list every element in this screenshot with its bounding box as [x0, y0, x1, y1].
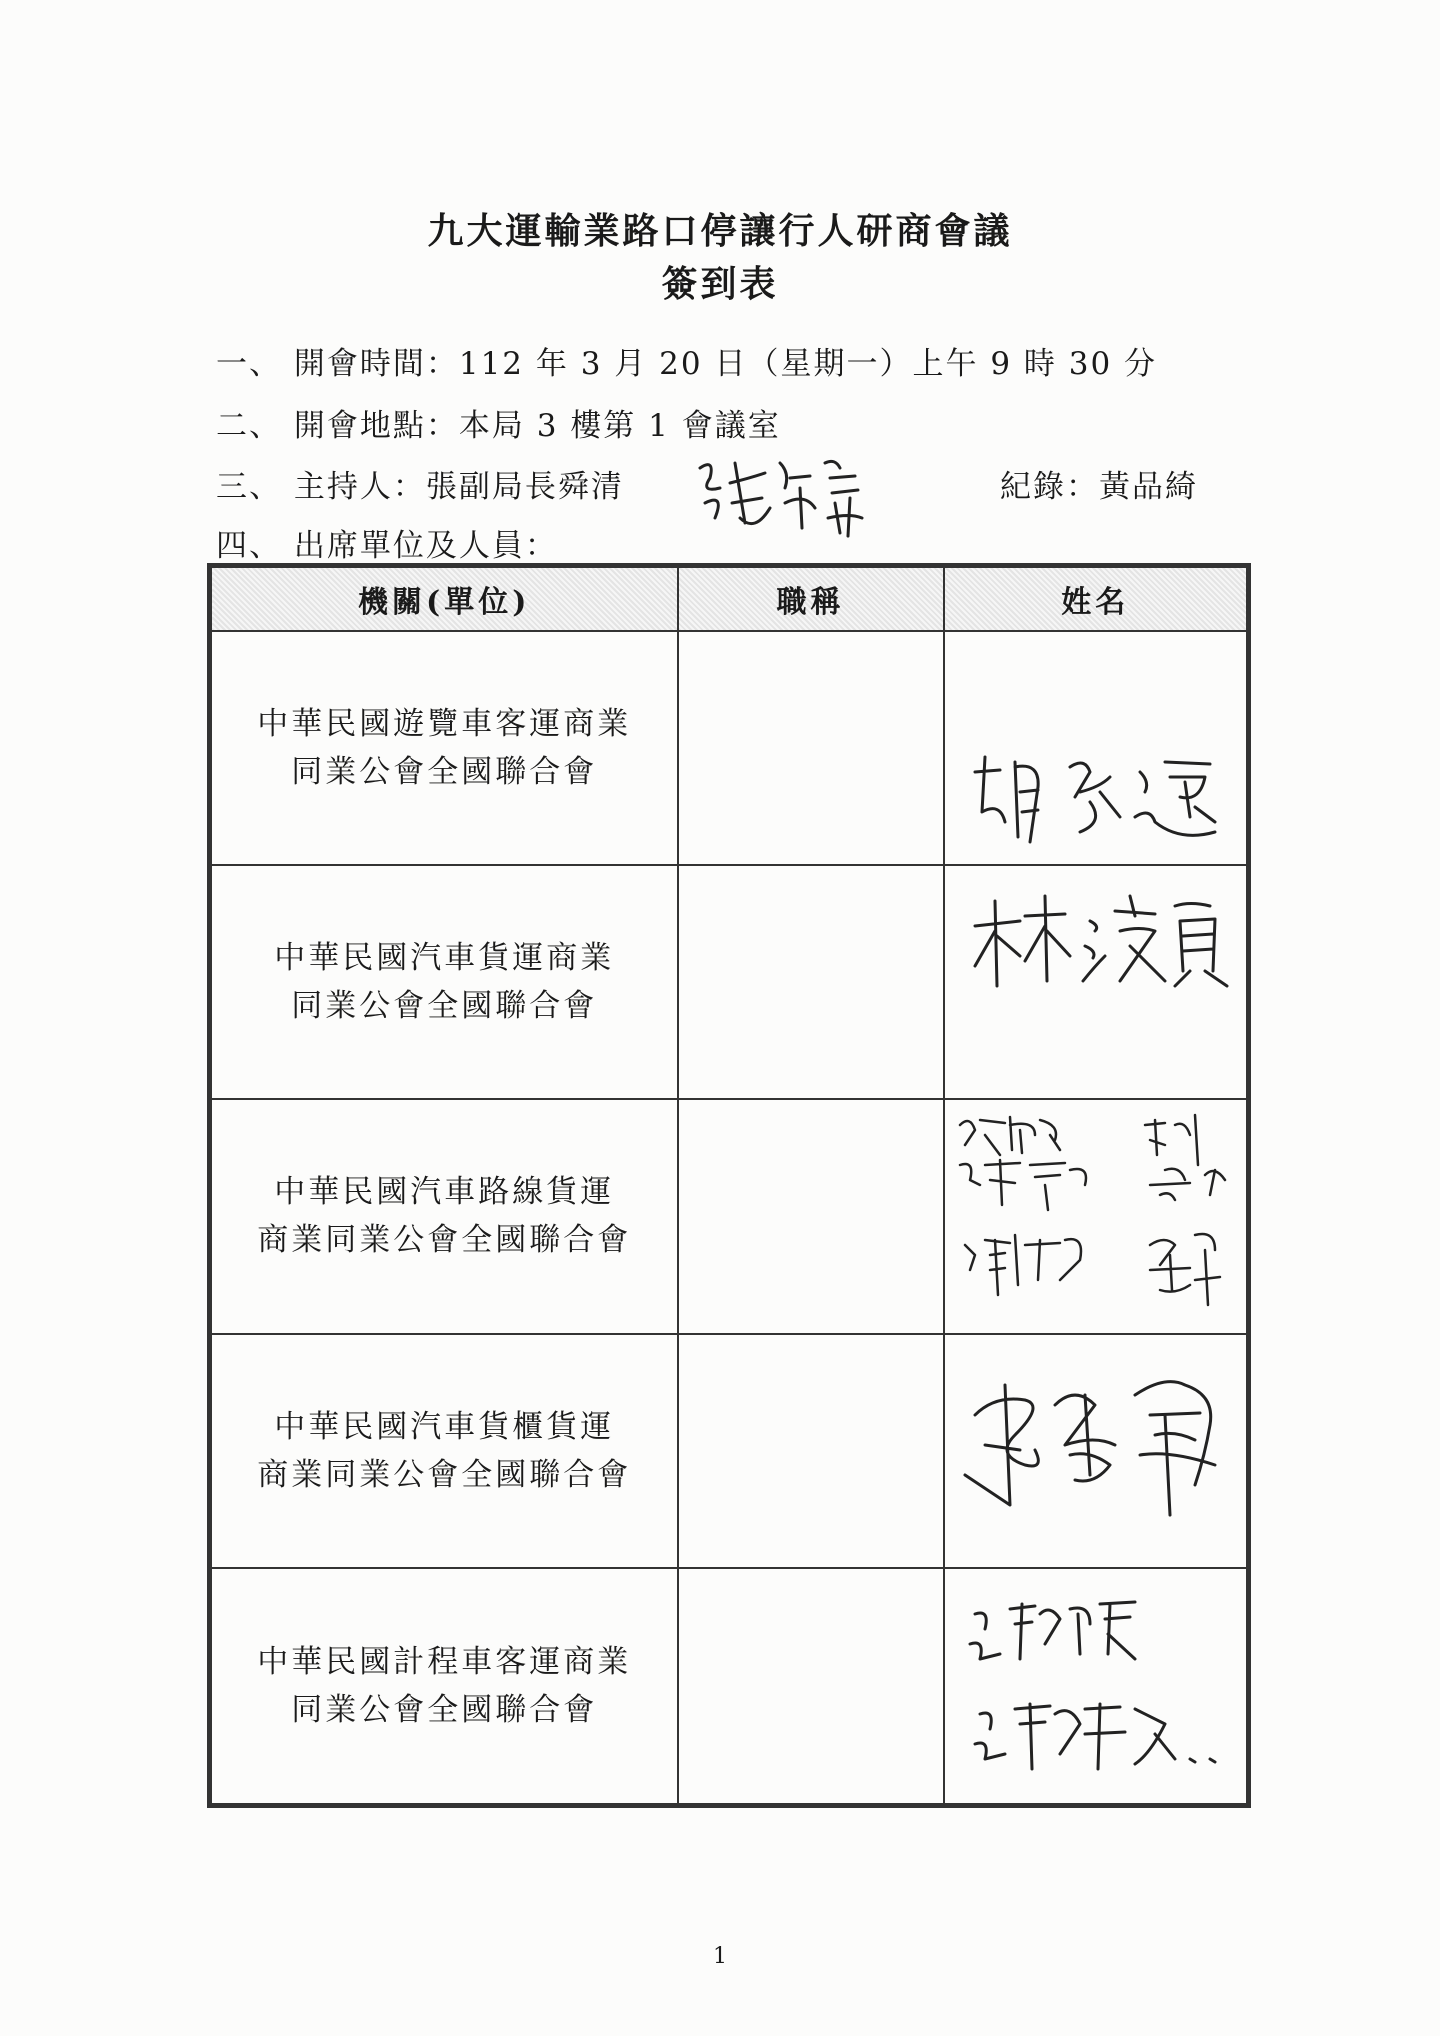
- meeting-host: 三、 主持人：張副局長舜清: [216, 469, 624, 505]
- name-cell: [944, 1568, 1249, 1806]
- organization-cell: [210, 1099, 678, 1333]
- header-organization: 機關(單位): [210, 566, 678, 632]
- organization-cell: [210, 1568, 678, 1806]
- organization-line: 中華民國汽車路線貨運: [274, 1174, 615, 1211]
- organization-line: 中華民國遊覽車客運商業: [257, 706, 632, 743]
- header-name: 姓名: [944, 566, 1249, 632]
- job-title-cell: [678, 631, 944, 865]
- organization-line: 同業公會全國聯合會: [291, 1691, 598, 1728]
- job-title-cell: [678, 1334, 944, 1568]
- attendance-table: [207, 563, 1251, 1808]
- table-header-row: [210, 566, 1249, 632]
- attendee-signature: [950, 1105, 1250, 1335]
- attendee-signature: [965, 886, 1235, 996]
- job-title-cell: [678, 1568, 944, 1806]
- host-signature: [690, 448, 870, 538]
- organization-line: 商業同業公會全國聯合會: [257, 1222, 632, 1259]
- page-number: 1: [713, 1944, 727, 1969]
- organization-line: 同業公會全國聯合會: [291, 754, 598, 791]
- organization-line: 同業公會全國聯合會: [291, 988, 598, 1025]
- table-row: [210, 865, 1249, 1099]
- table-row: [210, 1334, 1249, 1568]
- table-row: [210, 1568, 1249, 1806]
- organization-line: 商業同業公會全國聯合會: [257, 1456, 632, 1493]
- organization-cell: [210, 631, 678, 865]
- document-subtitle: 簽到表: [661, 263, 779, 305]
- document-title: 九大運輸業路口停讓行人研商會議: [427, 210, 1013, 252]
- job-title-cell: [678, 1099, 944, 1333]
- table-row: [210, 1099, 1249, 1333]
- meeting-recorder: 紀錄：黃品綺: [1000, 469, 1198, 505]
- header-job-title: 職稱: [678, 566, 944, 632]
- attendee-signature: [955, 1355, 1240, 1525]
- name-cell: [944, 865, 1249, 1099]
- organization-line: 中華民國計程車客運商業: [257, 1643, 632, 1680]
- attendee-signature: [960, 742, 1230, 852]
- organization-cell: [210, 865, 678, 1099]
- organization-cell: [210, 1334, 678, 1568]
- name-cell: [944, 1334, 1249, 1568]
- attendee-signature: [960, 1584, 1240, 1794]
- meeting-time: 一、 開會時間：112 年 3 月 20 日（星期一）上午 9 時 30 分: [216, 346, 1158, 382]
- job-title-cell: [678, 865, 944, 1099]
- table-row: [210, 631, 1249, 865]
- organization-line: 中華民國汽車貨櫃貨運: [274, 1408, 615, 1445]
- attendees-heading: 四、 出席單位及人員：: [216, 528, 558, 564]
- name-cell: [944, 631, 1249, 865]
- name-cell: [944, 1099, 1249, 1333]
- organization-line: 中華民國汽車貨運商業: [274, 940, 615, 977]
- meeting-place: 二、 開會地點：本局 3 樓第 1 會議室: [216, 408, 781, 444]
